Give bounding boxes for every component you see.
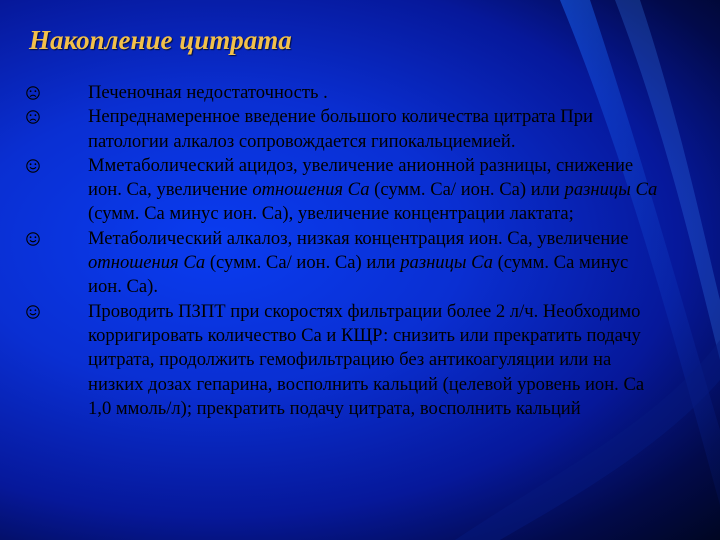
bullet-text-run: Проводить ПЗПТ при скоростях фильтрации более 2 л/ч. Необходимо корригировать количество Са и КЩР: снизить или прекратить подачу цитрата, продолжить гемофильтрацию без антикоагуляции или на низких дозах гепарина, восполнить кальций (целевой уровень ион. Са 1,0 ммоль/л); прекратить подачу цитрата, восполнить кальций bbox=[88, 300, 645, 419]
bullet-text-run: (сумм. Са минус ион. Са), увеличение концентрации лактата; bbox=[88, 203, 574, 225]
bullet-item bbox=[26, 227, 666, 300]
bullet-text-run: Печеночная недостаточность . bbox=[88, 82, 328, 103]
slide-title: Накопление цитрата bbox=[29, 25, 292, 55]
bullet-text-run: (сумм. Са/ ион. Са) или bbox=[205, 252, 401, 274]
bullet-list bbox=[26, 81, 666, 421]
bullet-text-run: (сумм. Са/ ион. Са) или bbox=[369, 179, 565, 201]
bullet-item bbox=[26, 300, 666, 421]
bullet-text bbox=[88, 106, 593, 151]
bullet-text bbox=[88, 301, 644, 419]
bullet-text bbox=[88, 155, 657, 225]
bullet-text-italic: отношения Са bbox=[88, 252, 206, 274]
bullet-text-italic: отношения Са bbox=[252, 179, 370, 201]
bullet-item bbox=[26, 105, 666, 154]
bullet-text-italic: разницы Са bbox=[400, 252, 493, 274]
bullet-text bbox=[88, 228, 628, 298]
smile-face-icon bbox=[26, 305, 40, 319]
bullet-text-run: Непреднамеренное введение большого количества цитрата При патологии алкалоз сопровождается гипокальциемией. bbox=[88, 106, 593, 152]
bullet-text bbox=[88, 82, 328, 103]
bullet-item bbox=[26, 154, 666, 227]
bullet-text-run: (сумм. Са минус ион. Са). bbox=[88, 252, 629, 298]
bullet-text-italic: разницы Са bbox=[564, 179, 658, 201]
frown-face-icon bbox=[26, 86, 40, 100]
smile-face-icon bbox=[26, 159, 40, 173]
bullet-text-run: Метаболический алкалоз, низкая концентрация ион. Са, увеличение bbox=[88, 227, 629, 249]
smile-face-icon bbox=[26, 232, 40, 246]
frown-face-icon bbox=[26, 110, 40, 124]
bullet-item bbox=[26, 81, 666, 105]
bullet-text-run: Мметаболический ацидоз, увеличение анионной разницы, снижение ион. Са, увеличение bbox=[88, 154, 634, 201]
